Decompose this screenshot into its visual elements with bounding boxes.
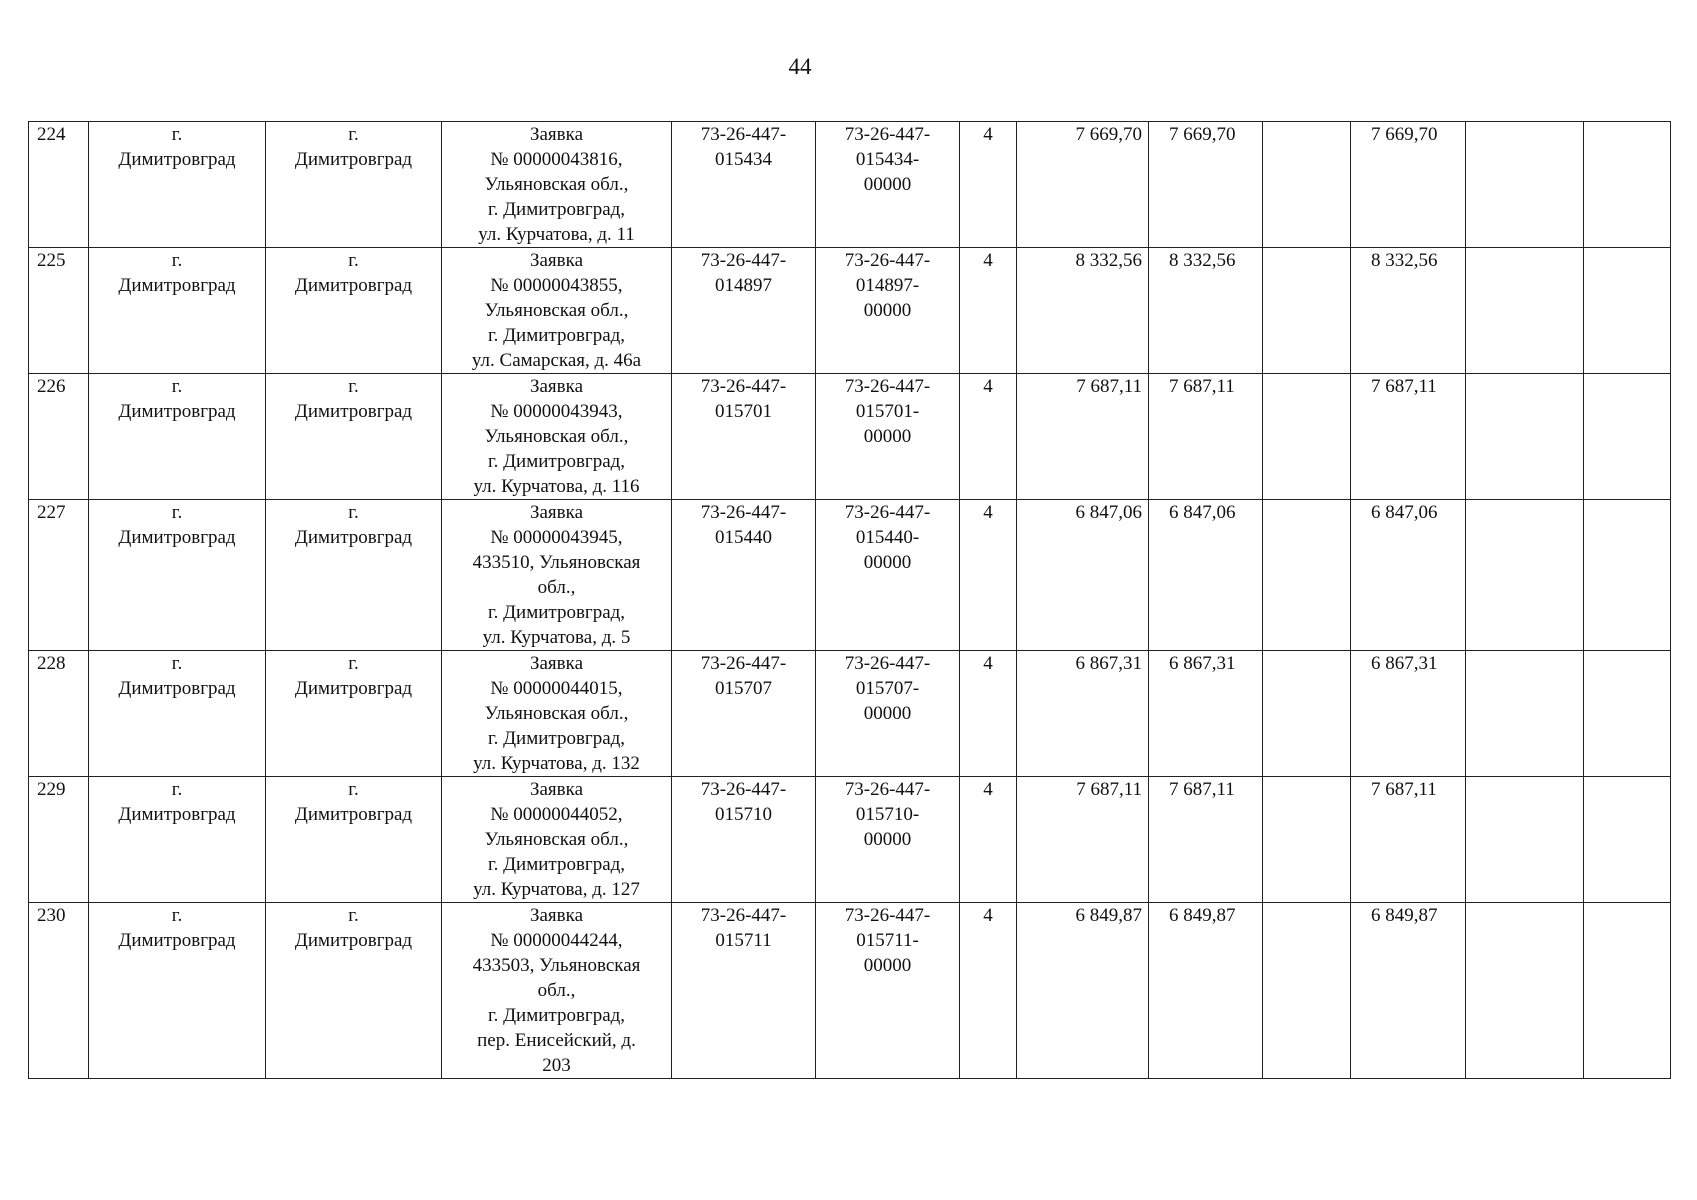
object-code-cell-line: 00000 [863,703,912,724]
amount-cell-4: 6 847,06 [1351,500,1466,651]
table-row [29,500,1671,651]
cadastral-number-cell [672,777,816,903]
cadastral-number-cell-line: 73-26-447- [700,250,787,271]
row-number-cell: 230 [29,903,89,1079]
row-number-cell: 227 [29,500,89,651]
request-cell-line: № 00000043816, [490,149,623,170]
extra-cell-1 [1466,777,1584,903]
amount-cell-4: 7 687,11 [1351,777,1466,903]
category-cell: 4 [960,122,1017,248]
locality-cell-line: Димитровград [118,930,236,951]
extra-cell-1 [1466,374,1584,500]
request-cell-line: ул. Курчатова, д. 5 [482,627,631,648]
request-cell [442,500,672,651]
cadastral-number-cell-line: 015701 [715,401,772,422]
row-number-cell: 229 [29,777,89,903]
object-code-cell-line: 00000 [863,955,912,976]
table-row [29,651,1671,777]
object-code-cell-line: 73-26-447- [844,653,931,674]
amount-cell-2: 8 332,56 [1149,248,1263,374]
object-code-cell [816,651,960,777]
request-cell [442,777,672,903]
amount-cell-3 [1263,374,1351,500]
object-code-cell-line: 00000 [863,426,912,447]
object-code-cell-line: 73-26-447- [844,376,931,397]
amount-cell-2: 7 687,11 [1149,374,1263,500]
settlement-cell [266,500,442,651]
locality-cell-line: Димитровград [118,804,236,825]
request-cell-line: ул. Курчатова, д. 127 [473,879,640,900]
object-code-cell [816,500,960,651]
amount-cell-2: 6 847,06 [1149,500,1263,651]
settlement-cell-line: г. [348,502,359,523]
extra-cell-2 [1584,777,1671,903]
settlement-cell-line: Димитровград [294,930,413,951]
extra-cell-1 [1466,500,1584,651]
cadastral-number-cell-line: 015710 [715,804,772,825]
table-row [29,122,1671,248]
settlement-cell-line: Димитровград [294,275,413,296]
locality-cell [89,374,266,500]
object-code-cell-line: 00000 [863,174,912,195]
amount-cell-1: 6 847,06 [1017,500,1149,651]
locality-cell-line: Димитровград [118,678,236,699]
object-code-cell-line: 015711- [856,930,919,951]
object-code-cell-line: 73-26-447- [844,905,931,926]
locality-cell [89,248,266,374]
cadastral-number-cell-line: 015711 [715,930,772,951]
cadastral-number-cell-line: 73-26-447- [700,502,787,523]
extra-cell-1 [1466,903,1584,1079]
object-code-cell-line: 015707- [855,678,920,699]
request-cell-line: № 00000044052, [490,804,623,825]
request-cell-line: Заявка [529,905,584,926]
amount-cell-4: 6 867,31 [1351,651,1466,777]
request-cell-line: ул. Курчатова, д. 116 [473,476,640,497]
locality-cell-line: г. [171,653,183,674]
request-cell-line: обл., [537,980,576,1001]
locality-cell [89,777,266,903]
amount-cell-1: 6 867,31 [1017,651,1149,777]
object-code-cell-line: 73-26-447- [844,124,931,145]
cadastral-number-cell-line: 73-26-447- [700,905,787,926]
request-cell-line: Ульяновская обл., [484,426,629,447]
amount-cell-4: 7 669,70 [1351,122,1466,248]
locality-cell [89,122,266,248]
amount-cell-2: 7 669,70 [1149,122,1263,248]
extra-cell-2 [1584,500,1671,651]
amount-cell-2: 7 687,11 [1149,777,1263,903]
request-cell [442,903,672,1079]
object-code-cell-line: 015434- [855,149,920,170]
request-cell-line: г. Димитровград, [487,728,626,749]
settlement-cell-line: г. [348,905,359,926]
amount-cell-1: 6 849,87 [1017,903,1149,1079]
cadastral-number-cell [672,248,816,374]
request-cell-line: Ульяновская обл., [484,300,629,321]
request-cell-line: ул. Курчатова, д. 132 [473,753,640,774]
locality-cell-line: г. [171,905,183,926]
extra-cell-1 [1466,651,1584,777]
amount-cell-1: 8 332,56 [1017,248,1149,374]
request-cell-line: г. Димитровград, [487,1005,626,1026]
locality-cell-line: Димитровград [118,275,236,296]
request-cell-line: № 00000043943, [490,401,623,422]
settlement-cell-line: г. [348,376,359,397]
extra-cell-2 [1584,651,1671,777]
amount-cell-3 [1263,903,1351,1079]
request-cell-line: Заявка [529,779,584,800]
object-code-cell [816,374,960,500]
locality-cell-line: г. [171,502,183,523]
row-number-cell: 228 [29,651,89,777]
cadastral-number-cell-line: 73-26-447- [700,653,787,674]
amount-cell-3 [1263,122,1351,248]
object-code-cell-line: 73-26-447- [844,250,931,271]
object-code-cell-line: 014897- [855,275,920,296]
settlement-cell-line: Димитровград [294,401,413,422]
table-row [29,374,1671,500]
request-cell-line: Ульяновская обл., [484,174,629,195]
object-code-cell-line: 00000 [863,829,912,850]
request-cell-line: обл., [537,577,576,598]
amount-cell-3 [1263,651,1351,777]
object-code-cell-line: 73-26-447- [844,502,931,523]
settlement-cell [266,651,442,777]
object-code-cell-line: 015440- [855,527,920,548]
request-cell-line: ул. Курчатова, д. 11 [478,224,635,245]
locality-cell-line: Димитровград [118,527,236,548]
amount-cell-4: 8 332,56 [1351,248,1466,374]
amount-cell-3 [1263,248,1351,374]
row-number-cell: 224 [29,122,89,248]
amount-cell-3 [1263,777,1351,903]
table-row [29,248,1671,374]
locality-cell-line: г. [171,376,183,397]
request-cell-line: 433503, Ульяновская [472,955,641,976]
request-cell-line: г. Димитровград, [487,602,626,623]
amount-cell-2: 6 849,87 [1149,903,1263,1079]
cadastral-number-cell [672,122,816,248]
request-cell-line: 203 [542,1055,571,1076]
request-cell [442,374,672,500]
request-cell-line: 433510, Ульяновская [472,552,641,573]
amount-cell-1: 7 669,70 [1017,122,1149,248]
cadastral-number-cell-line: 73-26-447- [700,779,787,800]
request-cell-line: Заявка [529,376,584,397]
category-cell: 4 [960,651,1017,777]
cadastral-number-cell-line: 73-26-447- [700,124,787,145]
settlement-cell [266,374,442,500]
table-row [29,903,1671,1079]
extra-cell-2 [1584,903,1671,1079]
object-code-cell-line: 015710- [855,804,920,825]
request-cell-line: № 00000043945, [490,527,623,548]
cadastral-number-cell [672,500,816,651]
settlement-cell-line: Димитровград [294,527,413,548]
object-code-cell-line: 73-26-447- [844,779,931,800]
amount-cell-1: 7 687,11 [1017,374,1149,500]
settlement-cell-line: Димитровград [294,804,413,825]
cadastral-number-cell [672,374,816,500]
amount-cell-4: 6 849,87 [1351,903,1466,1079]
category-cell: 4 [960,248,1017,374]
request-cell-line: пер. Енисейский, д. [477,1030,636,1051]
amount-cell-2: 6 867,31 [1149,651,1263,777]
category-cell: 4 [960,777,1017,903]
page-number: 44 [788,54,812,79]
cadastral-number-cell [672,903,816,1079]
registry-table [28,121,1671,1079]
category-cell: 4 [960,903,1017,1079]
request-cell-line: Заявка [529,653,584,674]
object-code-cell [816,248,960,374]
request-cell-line: № 00000044015, [490,678,623,699]
request-cell-line: Ульяновская обл., [484,703,629,724]
request-cell-line: Заявка [529,502,584,523]
row-number-cell: 225 [29,248,89,374]
cadastral-number-cell-line: 014897 [715,275,772,296]
settlement-cell [266,122,442,248]
object-code-cell [816,777,960,903]
row-number-cell: 226 [29,374,89,500]
object-code-cell [816,122,960,248]
settlement-cell [266,777,442,903]
cadastral-number-cell [672,651,816,777]
request-cell [442,122,672,248]
category-cell: 4 [960,374,1017,500]
object-code-cell-line: 00000 [863,552,912,573]
request-cell [442,248,672,374]
extra-cell-1 [1466,248,1584,374]
locality-cell [89,500,266,651]
request-cell-line: г. Димитровград, [487,199,626,220]
extra-cell-1 [1466,122,1584,248]
settlement-cell-line: Димитровград [294,149,413,170]
request-cell-line: г. Димитровград, [487,854,626,875]
cadastral-number-cell-line: 015440 [715,527,772,548]
settlement-cell [266,903,442,1079]
extra-cell-2 [1584,374,1671,500]
locality-cell [89,651,266,777]
settlement-cell-line: г. [348,124,359,145]
settlement-cell-line: г. [348,779,359,800]
request-cell [442,651,672,777]
locality-cell-line: Димитровград [118,401,236,422]
amount-cell-1: 7 687,11 [1017,777,1149,903]
amount-cell-4: 7 687,11 [1351,374,1466,500]
settlement-cell-line: г. [348,250,359,271]
table-body [29,122,1671,1079]
object-code-cell-line: 015701- [855,401,920,422]
table-row [29,777,1671,903]
locality-cell-line: Димитровград [118,149,236,170]
locality-cell-line: г. [171,250,183,271]
request-cell-line: Заявка [529,124,584,145]
amount-cell-3 [1263,500,1351,651]
locality-cell [89,903,266,1079]
cadastral-number-cell-line: 015707 [715,678,772,699]
request-cell-line: ул. Самарская, д. 46а [471,350,642,371]
locality-cell-line: г. [171,124,183,145]
cadastral-number-cell-line: 015434 [715,149,772,170]
category-cell: 4 [960,500,1017,651]
request-cell-line: № 00000043855, [490,275,623,296]
object-code-cell [816,903,960,1079]
locality-cell-line: г. [171,779,183,800]
extra-cell-2 [1584,248,1671,374]
object-code-cell-line: 00000 [863,300,912,321]
settlement-cell [266,248,442,374]
request-cell-line: Ульяновская обл., [484,829,629,850]
settlement-cell-line: г. [348,653,359,674]
request-cell-line: г. Димитровград, [487,451,626,472]
settlement-cell-line: Димитровград [294,678,413,699]
request-cell-line: Заявка [529,250,584,271]
extra-cell-2 [1584,122,1671,248]
request-cell-line: № 00000044244, [490,930,623,951]
cadastral-number-cell-line: 73-26-447- [700,376,787,397]
request-cell-line: г. Димитровград, [487,325,626,346]
